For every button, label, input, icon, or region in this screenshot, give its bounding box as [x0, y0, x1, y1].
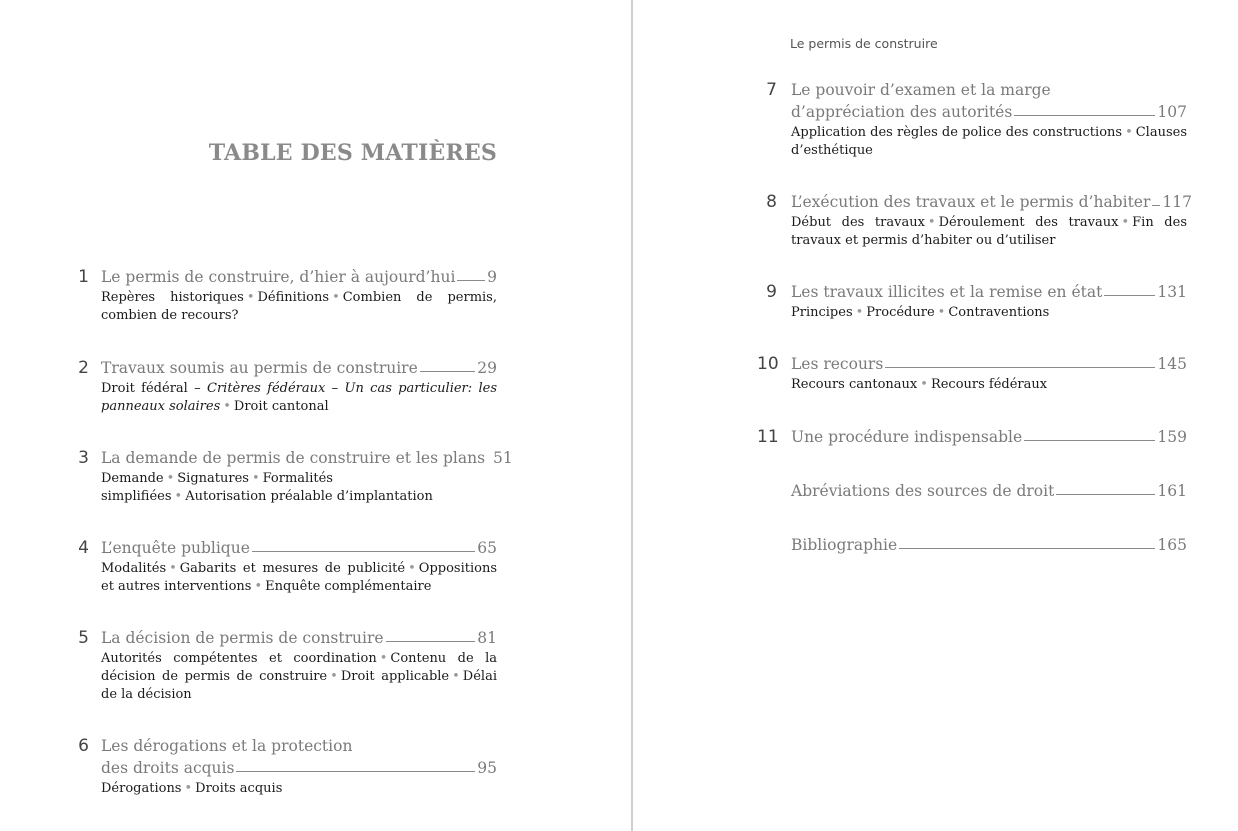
- running-head: Le permis de construire: [790, 36, 938, 51]
- chapter-subtopics: Début des travaux • Déroulement des travaux • Fin des travaux et permis d’habiter ou d’utiliser: [791, 215, 1187, 248]
- page-number: 65: [477, 539, 497, 557]
- dot-leader: [386, 640, 476, 642]
- chapter-number: 7: [766, 80, 777, 100]
- chapter-title: L’exécution des travaux et le permis d’habiter: [791, 193, 1151, 211]
- chapter-number: 11: [757, 427, 779, 447]
- chapter-title: Les travaux illicites et la remise en état: [791, 283, 1103, 301]
- dot-leader: [1024, 439, 1155, 441]
- dot-leader: [457, 279, 485, 281]
- chapter-subtopics: Droit fédéral – Critères fédéraux – Un cas particulier: les panneaux solaires • Droit cantonal: [101, 381, 497, 414]
- page-title: TABLE DES MATIÈRES: [208, 140, 497, 166]
- chapter-subtopics: Modalités • Gabarits et mesures de publicité • Oppositions et autres interventions • Enquête complémentaire: [101, 561, 497, 594]
- chapter-subtopics: Dérogations • Droits acquis: [101, 781, 283, 796]
- page-number: 145: [1157, 355, 1187, 373]
- chapter-title-line-2: d’appréciation des autorités: [791, 103, 1013, 121]
- chapter-subtopics: Recours cantonaux • Recours fédéraux: [791, 377, 1048, 392]
- dot-leader: [1104, 294, 1155, 296]
- page-number: 117: [1162, 193, 1192, 211]
- chapter-number: 2: [78, 358, 89, 378]
- dot-leader: [1152, 204, 1160, 206]
- page-number: 131: [1157, 283, 1187, 301]
- chapter-title: Le permis de construire, d’hier à aujourd’hui: [101, 268, 456, 286]
- page-number: 29: [477, 359, 497, 377]
- page-number: 81: [477, 629, 497, 647]
- page-number: 51: [493, 449, 513, 467]
- page-number: 161: [1157, 482, 1187, 500]
- chapter-number: 6: [78, 736, 89, 756]
- chapter-title-line-2: des droits acquis: [101, 759, 235, 777]
- chapter-number: 9: [766, 282, 777, 302]
- chapter-subtopics: Repères historiques • Définitions • Combien de permis, combien de recours?: [101, 290, 497, 323]
- page-number: 95: [477, 759, 497, 777]
- chapter-number: 1: [78, 267, 89, 287]
- page-number: 159: [1157, 428, 1187, 446]
- chapter-title: Les recours: [791, 355, 884, 373]
- dot-leader: [252, 550, 475, 552]
- chapter-number: 3: [78, 448, 89, 468]
- chapter-number: 8: [766, 192, 777, 212]
- page-number: 9: [487, 268, 497, 286]
- dot-leader: [487, 461, 491, 462]
- chapter-title: Une procédure indispensable: [791, 428, 1023, 446]
- chapter-title: L’enquête publique: [101, 539, 250, 557]
- page-number: 165: [1157, 536, 1187, 554]
- chapter-subtopics: Application des règles de police des constructions • Clauses d’esthétique: [791, 125, 1187, 158]
- chapter-subtopics: Demande • Signatures • Formalités simplifiées • Autorisation préalable d’implantation: [101, 471, 433, 504]
- dot-leader: [899, 547, 1155, 549]
- chapter-number: 5: [78, 628, 89, 648]
- dot-leader: [885, 366, 1155, 368]
- chapter-title-line-1: Le pouvoir d’examen et la marge: [791, 81, 1051, 99]
- chapter-number: 10: [757, 354, 779, 374]
- chapter-title: Travaux soumis au permis de construire: [101, 359, 418, 377]
- chapter-subtopics: Principes • Procédure • Contraventions: [791, 305, 1050, 320]
- dot-leader: [236, 770, 475, 772]
- chapter-subtopics: Autorités compétentes et coordination • Contenu de la décision de permis de construire • Droit applicable • Délai de la décision: [101, 651, 498, 702]
- dot-leader: [420, 370, 475, 372]
- page-number: 107: [1157, 103, 1187, 121]
- dot-leader: [1056, 493, 1155, 495]
- chapter-title: La demande de permis de construire et les plans: [101, 449, 486, 467]
- chapter-title: La décision de permis de construire: [101, 629, 384, 647]
- appendix-title: Bibliographie: [791, 536, 898, 554]
- appendix-title: Abréviations des sources de droit: [791, 482, 1055, 500]
- chapter-number: 4: [78, 538, 89, 558]
- dot-leader: [1014, 114, 1155, 116]
- chapter-title-line-1: Les dérogations et la protection: [101, 737, 353, 755]
- page-gutter-divider: [631, 0, 633, 831]
